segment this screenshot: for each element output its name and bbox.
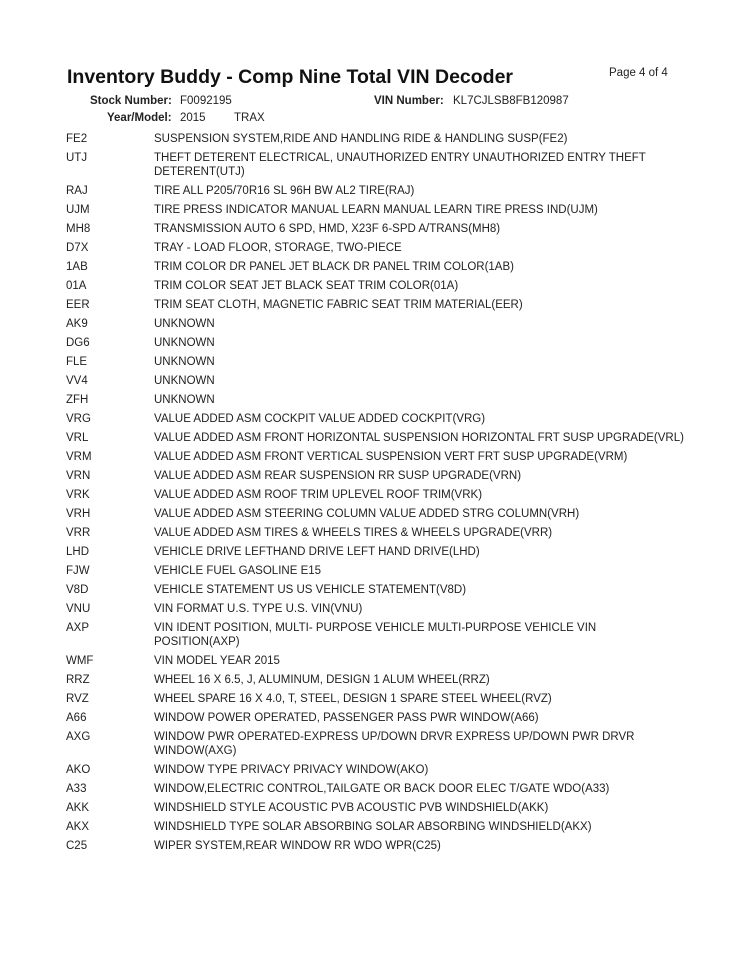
option-code: AXG — [66, 731, 91, 743]
option-description: WINDSHIELD TYPE SOLAR ABSORBING SOLAR ABSORBING WINDSHIELD(AKX) — [154, 821, 592, 833]
option-row — [0, 448, 742, 467]
option-description: SUSPENSION SYSTEM,RIDE AND HANDLING RIDE & HANDLING SUSP(FE2) — [154, 133, 568, 145]
option-description: VEHICLE DRIVE LEFTHAND DRIVE LEFT HAND DRIVE(LHD) — [154, 546, 480, 558]
option-row — [0, 410, 742, 429]
option-description: WHEEL 16 X 6.5, J, ALUMINUM, DESIGN 1 ALUM WHEEL(RRZ) — [154, 674, 490, 686]
page-number: Page 4 of 4 — [609, 67, 668, 79]
option-row — [0, 353, 742, 372]
option-row — [0, 182, 742, 201]
option-description: VALUE ADDED ASM COCKPIT VALUE ADDED COCKPIT(VRG) — [154, 413, 486, 425]
option-row — [0, 619, 742, 652]
option-description: VEHICLE STATEMENT US US VEHICLE STATEMENT(V8D) — [154, 584, 467, 596]
option-row — [0, 467, 742, 486]
option-row — [0, 220, 742, 239]
option-code: DG6 — [66, 337, 90, 349]
option-description: VALUE ADDED ASM STEERING COLUMN VALUE ADDED STRG COLUMN(VRH) — [154, 508, 580, 520]
document-title: Inventory Buddy - Comp Nine Total VIN Decoder — [67, 66, 514, 88]
option-row — [0, 562, 742, 581]
option-description: TRANSMISSION AUTO 6 SPD, HMD, X23F 6-SPD A/TRANS(MH8) — [154, 223, 501, 235]
option-description: WIPER SYSTEM,REAR WINDOW RR WDO WPR(C25) — [154, 840, 441, 852]
option-code: FLE — [66, 356, 88, 368]
option-description: VIN FORMAT U.S. TYPE U.S. VIN(VNU) — [154, 603, 363, 615]
option-row — [0, 391, 742, 410]
stock-number-label: Stock Number: — [90, 95, 172, 107]
option-description: TRIM COLOR DR PANEL JET BLACK DR PANEL TRIM COLOR(1AB) — [154, 261, 514, 273]
option-row — [0, 600, 742, 619]
vin-number-label: VIN Number: — [374, 95, 444, 107]
option-code: A33 — [66, 783, 87, 795]
option-code: C25 — [66, 840, 88, 852]
option-code: VRN — [66, 470, 91, 482]
option-description: WINDOW TYPE PRIVACY PRIVACY WINDOW(AKO) — [154, 764, 429, 776]
option-code: V8D — [66, 584, 89, 596]
option-code: AK9 — [66, 318, 88, 330]
option-description: TIRE ALL P205/70R16 SL 96H BW AL2 TIRE(RAJ) — [154, 185, 415, 197]
option-row — [0, 429, 742, 448]
option-row — [0, 671, 742, 690]
option-row — [0, 149, 742, 182]
option-code: WMF — [66, 655, 94, 667]
option-code: VV4 — [66, 375, 88, 387]
stock-number-value: F0092195 — [180, 95, 232, 107]
option-description: TRIM COLOR SEAT JET BLACK SEAT TRIM COLOR(01A) — [154, 280, 459, 292]
model-value: TRAX — [234, 112, 265, 124]
option-description: VALUE ADDED ASM TIRES & WHEELS TIRES & WHEELS UPGRADE(VRR) — [154, 527, 553, 539]
year-model-label: Year/Model: — [107, 112, 172, 124]
option-code: RRZ — [66, 674, 90, 686]
option-row — [0, 652, 742, 671]
option-description: VALUE ADDED ASM REAR SUSPENSION RR SUSP UPGRADE(VRN) — [154, 470, 522, 482]
vin-number-value: KL7CJLSB8FB120987 — [453, 95, 569, 107]
option-code: VRL — [66, 432, 89, 444]
option-row — [0, 690, 742, 709]
option-row — [0, 543, 742, 562]
option-description: WINDOW POWER OPERATED, PASSENGER PASS PWR WINDOW(A66) — [154, 712, 539, 724]
option-description: WINDSHIELD STYLE ACOUSTIC PVB ACOUSTIC PVB WINDSHIELD(AKK) — [154, 802, 549, 814]
option-code: VRG — [66, 413, 91, 425]
option-description: VALUE ADDED ASM FRONT HORIZONTAL SUSPENSION HORIZONTAL FRT SUSP UPGRADE(VRL) — [154, 432, 684, 444]
option-row — [0, 505, 742, 524]
option-row — [0, 239, 742, 258]
option-row — [0, 315, 742, 334]
option-row — [0, 837, 742, 856]
option-row — [0, 130, 742, 149]
option-code: 1AB — [66, 261, 88, 273]
option-code-list — [0, 130, 742, 856]
option-description: WINDOW,ELECTRIC CONTROL,TAILGATE OR BACK DOOR ELEC T/GATE WDO(A33) — [154, 783, 610, 795]
option-code: ZFH — [66, 394, 89, 406]
option-description: UNKNOWN — [154, 318, 215, 330]
option-code: UJM — [66, 204, 90, 216]
option-code: LHD — [66, 546, 90, 558]
year-value: 2015 — [180, 112, 206, 124]
option-code: AKX — [66, 821, 90, 833]
option-code: VRM — [66, 451, 92, 463]
option-row — [0, 524, 742, 543]
option-code: AXP — [66, 622, 90, 634]
option-row — [0, 818, 742, 837]
option-row — [0, 296, 742, 315]
option-row — [0, 728, 742, 761]
option-description: UNKNOWN — [154, 394, 215, 406]
option-row — [0, 372, 742, 391]
option-row — [0, 581, 742, 600]
option-code: D7X — [66, 242, 89, 254]
option-description: TRAY - LOAD FLOOR, STORAGE, TWO-PIECE — [154, 242, 402, 254]
option-code: A66 — [66, 712, 87, 724]
option-code: FE2 — [66, 133, 88, 145]
option-description: WHEEL SPARE 16 X 4.0, T, STEEL, DESIGN 1 SPARE STEEL WHEEL(RVZ) — [154, 693, 552, 705]
option-row — [0, 761, 742, 780]
option-code: VRK — [66, 489, 90, 501]
option-code: EER — [66, 299, 90, 311]
option-code: MH8 — [66, 223, 91, 235]
option-code: UTJ — [66, 152, 88, 164]
option-description: VALUE ADDED ASM FRONT VERTICAL SUSPENSION VERT FRT SUSP UPGRADE(VRM) — [154, 451, 628, 463]
option-code: FJW — [66, 565, 90, 577]
option-description: VALUE ADDED ASM ROOF TRIM UPLEVEL ROOF TRIM(VRK) — [154, 489, 483, 501]
option-code: AKK — [66, 802, 90, 814]
option-description: UNKNOWN — [154, 337, 215, 349]
option-description: TRIM SEAT CLOTH, MAGNETIC FABRIC SEAT TRIM MATERIAL(EER) — [154, 299, 523, 311]
option-row — [0, 709, 742, 728]
option-description: UNKNOWN — [154, 375, 215, 387]
option-row — [0, 201, 742, 220]
option-description: UNKNOWN — [154, 356, 215, 368]
option-row — [0, 799, 742, 818]
option-code: VNU — [66, 603, 91, 615]
option-description: WINDOW PWR OPERATED-EXPRESS UP/DOWN DRVR EXPRESS UP/DOWN PWR DRVR WINDOW(AXG) — [154, 731, 635, 757]
option-description: VIN IDENT POSITION, MULTI- PURPOSE VEHICLE MULTI-PURPOSE VEHICLE VIN POSITION(AXP) — [154, 622, 597, 648]
option-code: 01A — [66, 280, 87, 292]
option-code: AKO — [66, 764, 91, 776]
option-row — [0, 780, 742, 799]
option-row — [0, 258, 742, 277]
option-code: VRH — [66, 508, 91, 520]
option-row — [0, 334, 742, 353]
option-row — [0, 277, 742, 296]
option-code: RVZ — [66, 693, 89, 705]
option-description: THEFT DETERENT ELECTRICAL, UNAUTHORIZED ENTRY UNAUTHORIZED ENTRY THEFT DETERENT(UTJ) — [154, 152, 646, 178]
option-code: RAJ — [66, 185, 88, 197]
option-description: TIRE PRESS INDICATOR MANUAL LEARN MANUAL LEARN TIRE PRESS IND(UJM) — [154, 204, 598, 216]
option-row — [0, 486, 742, 505]
option-description: VEHICLE FUEL GASOLINE E15 — [154, 565, 322, 577]
option-code: VRR — [66, 527, 91, 539]
option-description: VIN MODEL YEAR 2015 — [154, 655, 280, 667]
